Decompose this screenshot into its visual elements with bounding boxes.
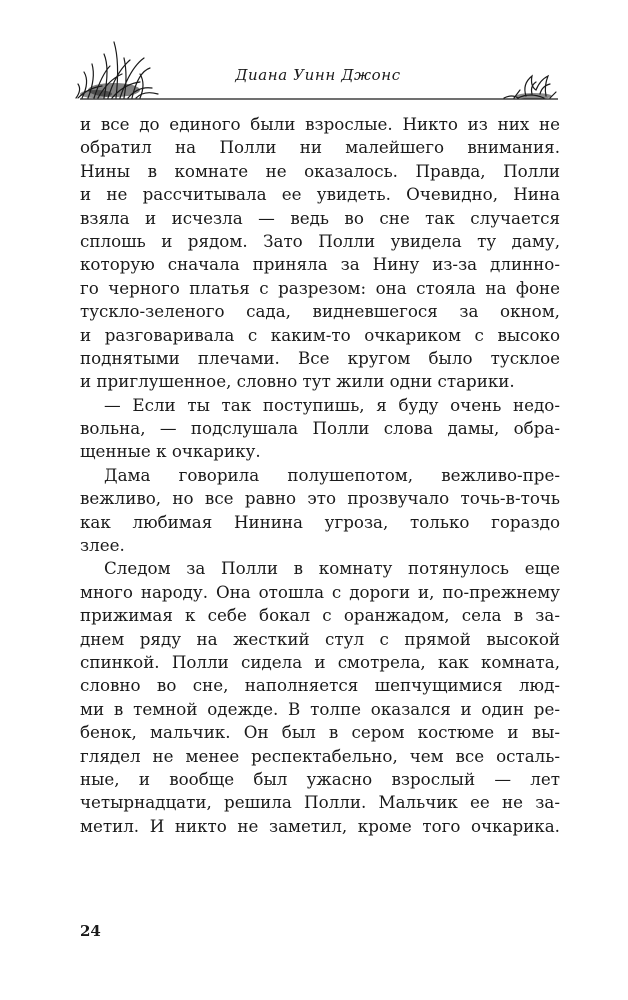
text-line: которую сначала приняла за Нину из-за длинно- (80, 254, 560, 275)
text-line: тускло-зеленого сада, видневшегося за окном, (80, 301, 560, 322)
text-line: и разговаривала с каким-то очкариком с высоко (80, 324, 560, 345)
text-line: днем ряду на жесткий стул с прямой высокой (80, 628, 560, 649)
text-line: ми в темной одежде. В толпе оказался и один ре- (80, 698, 560, 719)
text-line: взяла и исчезла — ведь во сне так случается (80, 207, 560, 228)
text-line: и не рассчитывала ее увидеть. Очевидно, Нина (80, 184, 560, 205)
text-line: словно во сне, наполняется шепчущимися люд- (80, 675, 560, 696)
text-line: бенок, мальчик. Он был в сером костюме и вы- (80, 722, 560, 743)
text-line: глядел не менее респектабельно, чем все осталь- (80, 745, 560, 766)
text-line: вольна, — подслушала Полли слова дамы, обра- (80, 418, 560, 439)
text-line: и все до единого были взрослые. Никто из них не (80, 114, 560, 134)
running-title: Диана Уинн Джонс (235, 66, 401, 84)
text-line: метил. И никто не заметил, кроме того очкарика. (80, 815, 560, 836)
text-line: Дама говорила полушепотом, вежливо-пре- (104, 464, 560, 485)
text-line: обратил на Полли ни малейшего внимания. (80, 137, 560, 158)
text-line: четырнадцати, решила Полли. Мальчик ее не за- (80, 792, 560, 813)
text-line: ные, и вообще был ужасно взрослый — лет (80, 768, 560, 789)
text-line: Нины в комнате не оказалось. Правда, Полли (80, 160, 560, 181)
text-line: много народу. Она отошла с дороги и, по-прежнему (80, 581, 560, 602)
text-line: и приглушенное, словно тут жили одни старики. (80, 371, 515, 392)
page-number: 24 (80, 922, 101, 940)
text-line: го черного платья с разрезом: она стояла на фоне (80, 277, 560, 298)
text-line: — Если ты так поступишь, я буду очень недо- (104, 394, 560, 415)
text-line: вежливо, но все равно это прозвучало точь-в-точь (80, 488, 560, 509)
text-line: Следом за Полли в комнату потянулось еще (104, 558, 560, 579)
text-line: спинкой. Полли сидела и смотрела, как комната, (80, 651, 560, 672)
text-line: прижимая к себе бокал с оранжадом, села в за- (80, 605, 560, 626)
text-line: как любимая Нинина угроза, только гораздо (80, 511, 560, 532)
text-line: сплошь и рядом. Зато Полли увидела ту даму, (80, 230, 560, 251)
running-header (74, 28, 562, 108)
text-line: поднятыми плечами. Все кругом было тусклое (80, 347, 560, 368)
text-line: злее. (80, 535, 125, 556)
text-line: щенные к очкарику. (80, 441, 261, 462)
body-text (80, 113, 560, 838)
